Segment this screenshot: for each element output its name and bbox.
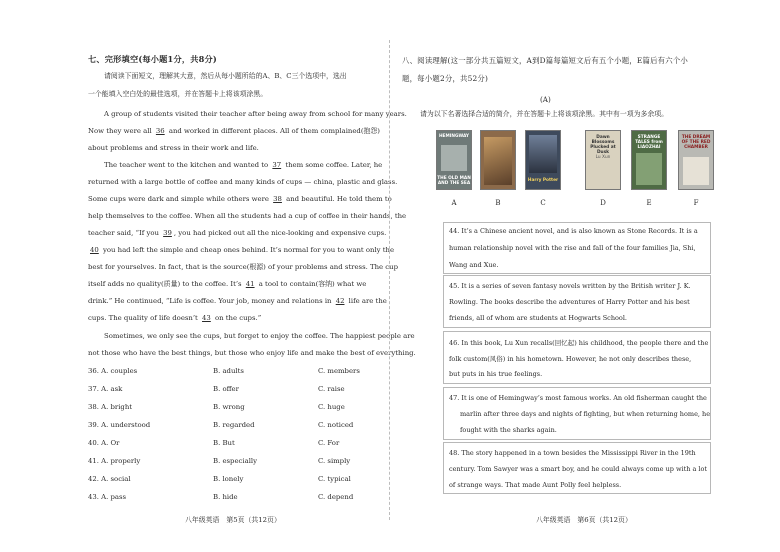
book-cover-b xyxy=(480,130,516,190)
passage-line: The teacher went to the kitchen and wanted to 37 them some coffee. Later, he xyxy=(104,161,383,169)
question-text: human relationship novel with the rise and fall of the four families Jia, Shi, xyxy=(449,244,696,252)
passage-line: itself adds no quality(质量) to the coffee. It’s 41 a tool to contain(容纳) what we xyxy=(88,280,367,288)
book-cover-art xyxy=(441,145,467,171)
option-c: C. simply xyxy=(318,457,351,465)
passage-line: not those who have the best things, but those who enjoy life and make the best of everything. xyxy=(88,349,416,357)
blank-36: 36 xyxy=(155,127,165,135)
option-c: C. depend xyxy=(318,493,354,501)
question-box-46 xyxy=(443,331,711,384)
option-b: B. regarded xyxy=(213,421,255,429)
blank-40: 40 xyxy=(90,246,99,254)
option-a: 39. A. understood xyxy=(88,421,151,429)
passage-line: Sometimes, we only see the cups, but forget to enjoy the coffee. The happiest people are xyxy=(104,332,415,340)
question-box-48 xyxy=(443,442,711,494)
book-cover-text: THE DREAM OF THE RED CHAMBER xyxy=(681,135,711,150)
question-text: century. Tom Sawyer was a smart boy, and he could always come up with a lot xyxy=(449,465,708,473)
passage-line: drink.” He continued, “Life is coffee. Your job, money and relations in 42 life are the xyxy=(88,297,387,305)
blank-41: 41 xyxy=(245,280,255,288)
book-cover-text: Dawn Blossoms Plucked at Dusk xyxy=(590,135,616,155)
option-a: 38. A. bright xyxy=(88,403,133,411)
question-text: 48. The story happened in a town besides the Mississippi River in the 19th xyxy=(449,449,696,457)
option-b: B. hide xyxy=(213,493,238,501)
question-box-45 xyxy=(443,275,711,328)
book-cover-text: Lu Xun xyxy=(595,155,611,160)
option-c: C. members xyxy=(318,367,360,375)
passage-line: 40 you had left the simple and cheap ones behind. It’s normal for you to want only the xyxy=(90,246,395,254)
book-cover-f xyxy=(678,130,714,190)
option-a: 43. A. pass xyxy=(88,493,127,501)
passage-line: teacher said, “If you 39 , you had picked out all the nice-looking and expensive cups. xyxy=(88,229,387,237)
option-a: 37. A. ask xyxy=(88,385,123,393)
question-text: 46. In this book, Lu Xun recalls(回忆起) his childhood, the people there and the xyxy=(449,339,709,347)
passage-line: help themselves to the coffee. When all the students had a cup of coffee in their hands, the xyxy=(88,212,407,220)
reading-instruction: 请为以下名著选择合适的简介，并在答题卡上将该项涂黑。其中有一项为多余项。 xyxy=(420,110,669,118)
question-box-47 xyxy=(443,387,711,440)
book-label: A xyxy=(451,199,457,207)
page-footer: 八年级英语 第5页（共12页） xyxy=(185,516,281,524)
question-text: 47. It is one of Hemingway’s most famous works. An old fisherman caught the xyxy=(449,394,707,402)
option-a: 40. A. Or xyxy=(88,439,120,447)
option-c: C. For xyxy=(318,439,340,447)
blank-43: 43 xyxy=(202,314,211,322)
option-b: B. wrong xyxy=(213,403,245,411)
part-label: (A) xyxy=(540,95,551,104)
option-c: C. typical xyxy=(318,475,351,483)
book-label: D xyxy=(600,199,606,207)
passage-line: A group of students visited their teacher after being away from school for many years. xyxy=(104,110,407,118)
option-a: 42. A. social xyxy=(88,475,131,483)
question-box-44 xyxy=(443,222,711,274)
passage-line: returned with a large bottle of coffee and many kinds of cups — china, plastic and glass. xyxy=(88,178,398,186)
book-cover-art xyxy=(529,135,557,173)
question-text: 45. It is a series of seven fantasy novels written by the British writer J. K. xyxy=(449,282,691,290)
question-text: Rowling. The books describe the adventures of Harry Potter and his best xyxy=(449,298,690,306)
passage-line: about problems and stress in their work and life. xyxy=(88,144,259,152)
question-text: fought with the sharks again. xyxy=(460,426,557,434)
option-c: C. huge xyxy=(318,403,345,411)
question-text: marlin after three days and nights of fighting, but when returning home, he xyxy=(460,410,711,418)
book-label: B xyxy=(495,199,501,207)
book-cover-text: Harry Potter xyxy=(527,178,559,183)
option-b: B. lonely xyxy=(213,475,244,483)
book-cover-text: THE OLD MAN AND THE SEA xyxy=(437,176,471,186)
instruction-line: 请阅读下面短文，理解其大意，然后从每小题所给的A、B、C三个选项中，选出 xyxy=(104,72,347,80)
option-b: B. adults xyxy=(213,367,244,375)
option-a: 41. A. properly xyxy=(88,457,141,465)
question-text: friends, all of whom are students at Hogwarts School. xyxy=(449,314,627,322)
book-cover-c xyxy=(525,130,561,190)
blank-37: 37 xyxy=(272,161,282,169)
book-cover-art xyxy=(636,153,662,185)
blank-38: 38 xyxy=(273,195,282,203)
option-b: B. especially xyxy=(213,457,258,465)
passage-line: Some cups were dark and simple while others were 38 and beautiful. He told them to xyxy=(88,195,392,203)
passage-line: Now they were all 36 and worked in different places. All of them complained(抱怨) xyxy=(88,127,380,135)
question-text: but puts in his true feelings. xyxy=(449,370,543,378)
question-text: Wang and Xue. xyxy=(449,261,499,269)
question-text: 44. It’s a Chinese ancient novel, and is also known as Stone Records. It is a xyxy=(449,227,698,235)
section-title-reading: 题，每小题2分，共52分) xyxy=(402,74,489,83)
option-c: C. raise xyxy=(318,385,345,393)
page-footer: 八年级英语 第6页（共12页） xyxy=(536,516,632,524)
passage-line: cups. The quality of life doesn’t 43 on the cups.” xyxy=(88,314,262,322)
book-cover-art xyxy=(683,157,709,185)
book-cover-e xyxy=(631,130,667,190)
section-title-reading: 八、阅读理解(这一部分共五篇短文，A到D篇每篇短文后有五个小题，E篇后有六个小 xyxy=(402,56,689,65)
book-cover-text: HEMINGWAY xyxy=(438,134,470,139)
book-label: C xyxy=(540,199,546,207)
question-text: of strange ways. That made Aunt Polly feel helpless. xyxy=(449,481,622,489)
book-label: E xyxy=(646,199,652,207)
option-b: B. But xyxy=(213,439,235,447)
book-cover-art xyxy=(484,137,512,185)
passage-line: best for yourselves. In fact, that is the source(根源) of your problems and stress. The cup xyxy=(88,263,398,271)
option-c: C. noticed xyxy=(318,421,354,429)
option-b: B. offer xyxy=(213,385,239,393)
blank-39: 39 xyxy=(163,229,172,237)
instruction-line: 一个能填入空白处的最佳选项，并在答题卡上将该项涂黑。 xyxy=(88,90,268,98)
question-text: folk custom(风俗) in his hometown. However, he not only describes these, xyxy=(449,355,692,363)
book-cover-a xyxy=(436,130,472,190)
book-cover-d xyxy=(585,130,621,190)
blank-42: 42 xyxy=(335,297,345,305)
option-a: 36. A. couples xyxy=(88,367,138,375)
book-label: F xyxy=(693,199,699,207)
section-title-cloze: 七、完形填空(每小题1分，共8分) xyxy=(88,54,217,64)
book-cover-text: STRANGE TALES from LIAOZHAI xyxy=(635,135,663,150)
